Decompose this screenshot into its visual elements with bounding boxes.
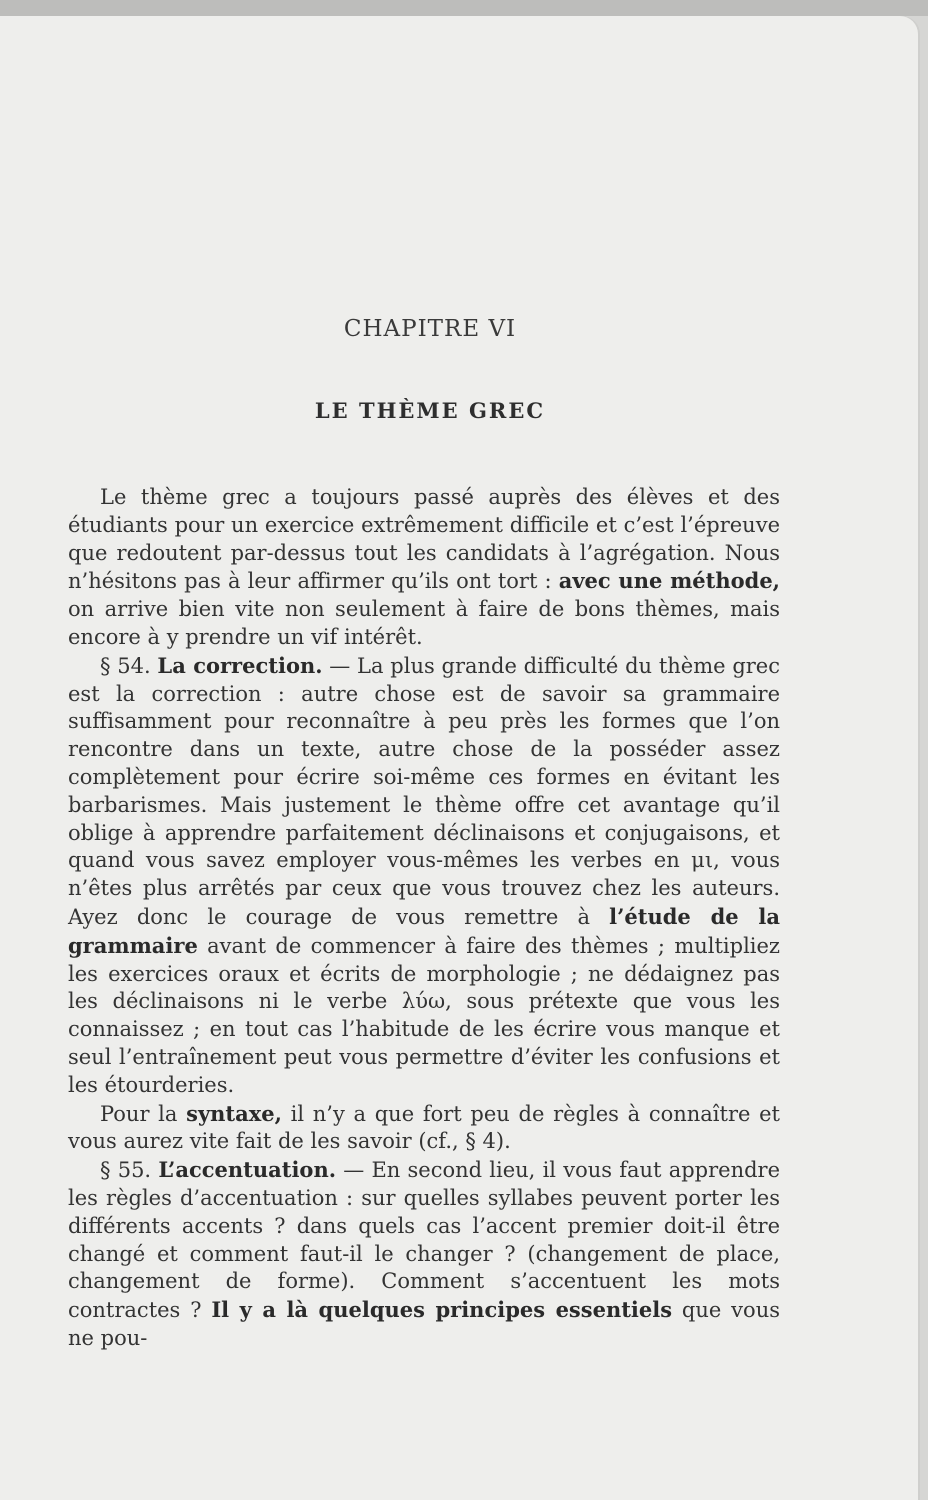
text-run: — La plus grande difficulté du thème grec est la correction : autre chose est de savoir sa grammaire suffisamment pour reconnaître à peu près les formes que l’on rencontre dans un texte, autre chose de la posséder assez complètement pour écrire soi-même ces formes en évitant les barbarismes. Mais justement le thème offre cet avantage qu’il oblige à apprendre parfaitement déclinaisons et conjugaisons, et quand vous savez employer vous-mêmes les verbes en μι, vous n’êtes plus arrêtés par ceux que vous trouvez chez les auteurs. Ayez donc le courage de vous remettre à — [68, 653, 780, 929]
book-page — [0, 16, 918, 1500]
section-heading: L’accentuation. — [158, 1157, 337, 1183]
section-heading: La correction. — [157, 652, 323, 678]
bold-phrase: avec une méthode, — [558, 568, 780, 594]
text-run: — En second lieu, il vous faut apprendre les règles d’accentuation : sur quelles syllabes peuvent porter les différents accents ? dans quels cas l’accent premier doit-il être changé et comment faut-il le changer ? (changement de place, changement de forme). Comment s’accentuent les mots contractes ? — [68, 1158, 781, 1323]
text-run: on arrive bien vite non seulement à faire de bons thèmes, mais encore à y prendre un vif intérêt. — [68, 597, 780, 649]
text-run: il n’y a que fort peu de règles à connaître et vous aurez vite fait de les savoir (cf., § 4). — [68, 1101, 780, 1154]
paragraph-intro — [68, 484, 780, 652]
body-text — [68, 484, 780, 1353]
section-number: § 54. — [100, 653, 158, 678]
chapter-label: CHAPITRE VI — [343, 316, 517, 342]
text-run: Le thème grec a toujours passé auprès des élèves et des étudiants pour un exercice extrêmement difficile et c’est l’épreuve que redoutent par-dessus tout les candidats à l’agrégation. Nous n’hésitons pas à leur affirmer qu’ils ont tort : — [68, 485, 780, 594]
text-run: Pour la — [100, 1101, 187, 1126]
bold-phrase: syntaxe, — [186, 1100, 282, 1126]
bold-phrase: l’étude de la grammaire — [68, 903, 780, 958]
paragraph-syntax — [68, 1100, 780, 1157]
text-run: que vous ne pou- — [68, 1298, 780, 1350]
paragraph-s54 — [68, 652, 780, 1100]
section-number: § 55. — [100, 1158, 159, 1183]
paragraph-s55 — [68, 1156, 780, 1353]
bold-phrase: Il y a là quelques principes essentiels — [211, 1297, 673, 1323]
scan-border — [0, 0, 928, 16]
text-run: avant de commencer à faire des thèmes ; multipliez les exercices oraux et écrits de morphologie ; ne dédaignez pas les déclinaisons ni le verbe λύω, sous prétexte que vous les connaissez ; en tout cas l’habitude de les écrire vous manque et seul l’entraînement peut vous permettre d’éviter les confusions et les étourderies. — [68, 933, 780, 1097]
chapter-title: LE THÈME GREC — [314, 398, 546, 423]
